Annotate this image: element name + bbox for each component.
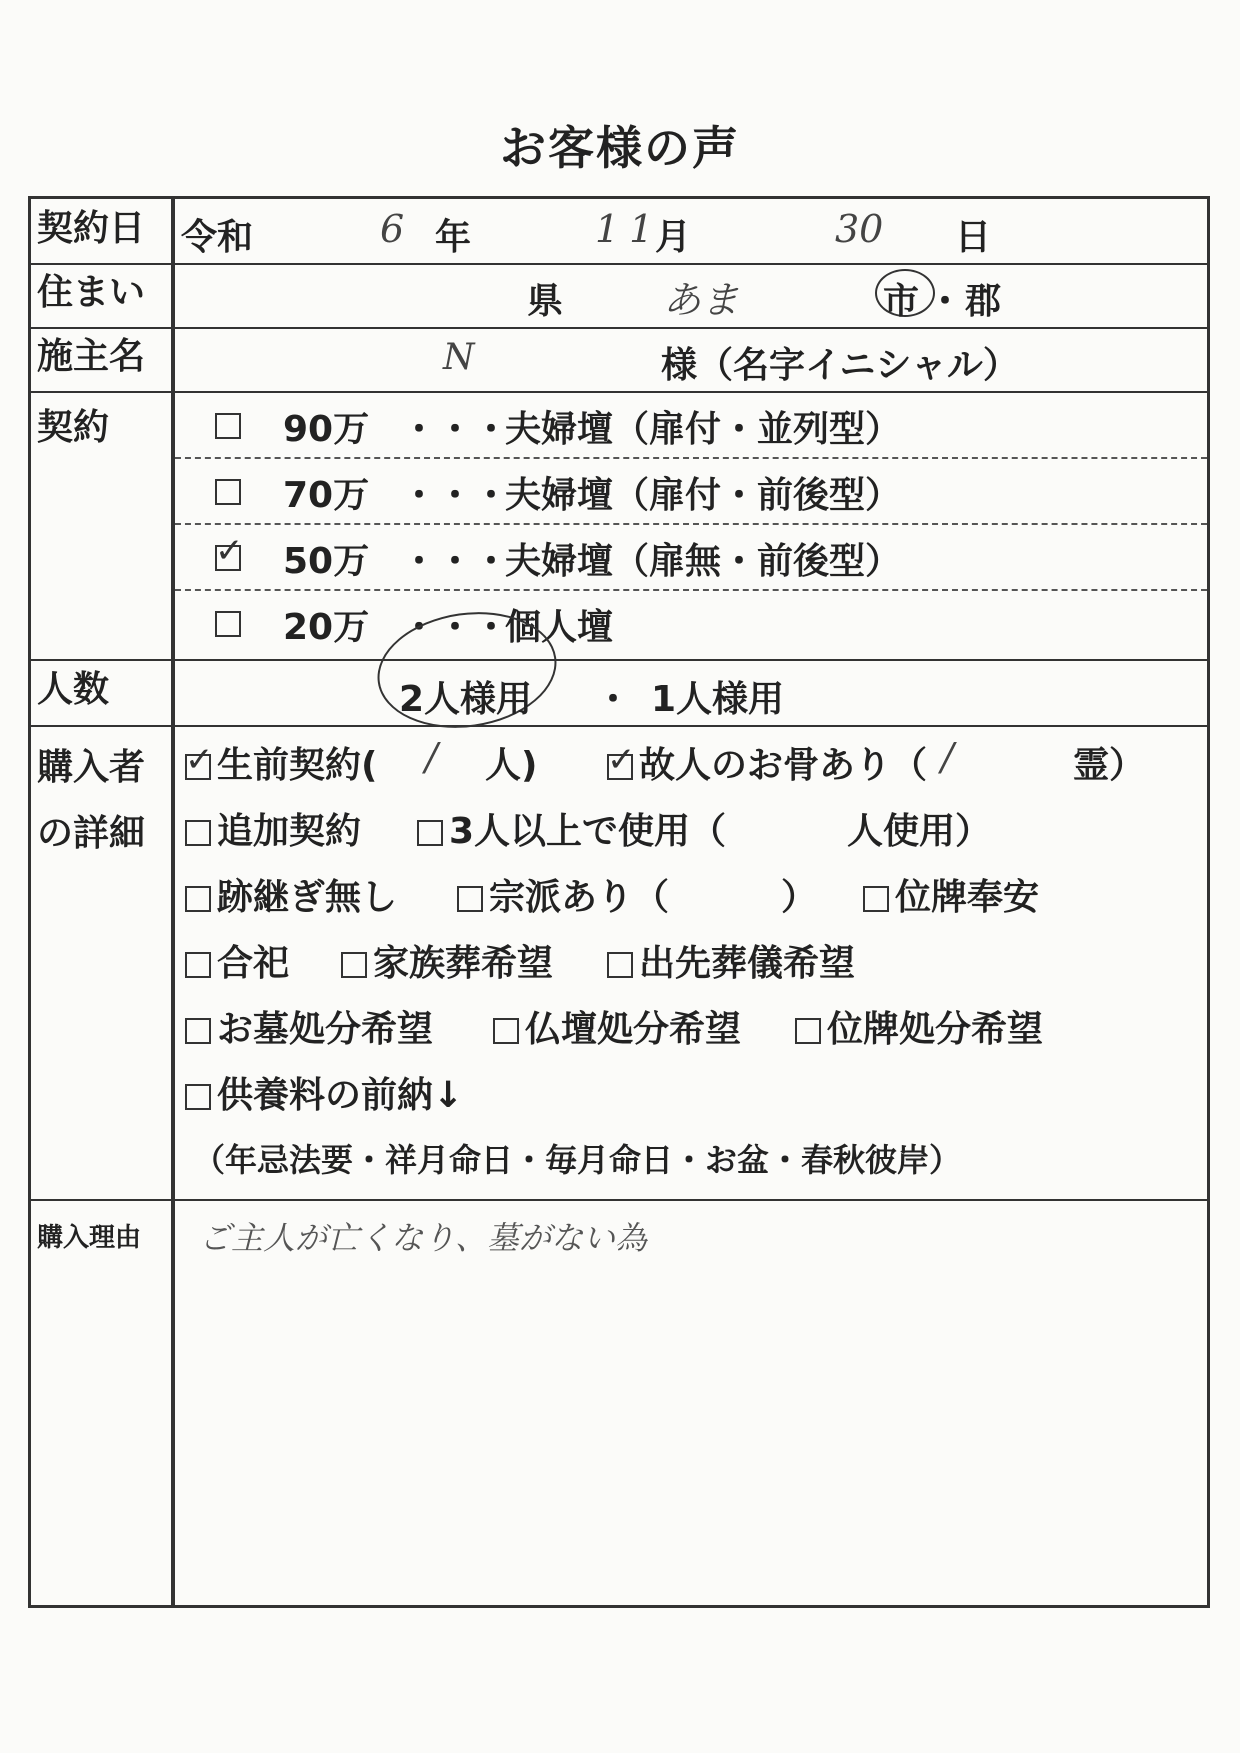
city-value[interactable]: あま <box>663 278 740 322</box>
year-unit: 年 <box>435 217 472 258</box>
no-successor-option[interactable]: 跡継ぎ無し <box>185 869 397 920</box>
residence-content <box>175 263 1207 327</box>
day-value[interactable]: 30 <box>835 207 884 251</box>
altar-disposal-option[interactable]: 仏壇処分希望 <box>493 1001 741 1052</box>
checkbox[interactable] <box>607 952 633 978</box>
family-funeral-option[interactable]: 家族葬希望 <box>341 935 553 986</box>
contract-date-label: 契約日 <box>31 199 175 263</box>
grave-disposal-option[interactable]: お墓処分希望 <box>185 1001 433 1052</box>
checkmark-icon: ✓ <box>185 740 214 780</box>
month-value[interactable]: 11 <box>595 207 664 251</box>
option-dots: ・・・ <box>401 475 510 516</box>
dashed-divider <box>175 589 1207 591</box>
option-desc: 夫婦壇（扉付・前後型） <box>505 475 902 516</box>
dashed-divider <box>175 457 1207 459</box>
option-price: 20万 <box>283 607 370 648</box>
people-row <box>31 659 1207 727</box>
page-title: お客様の声 <box>500 121 740 175</box>
owner-initial[interactable]: N <box>443 337 475 378</box>
remains-count[interactable]: / <box>941 735 954 779</box>
option-dots: ・・・ <box>401 409 510 450</box>
checkbox[interactable] <box>185 886 211 912</box>
checkmark-icon: ✓ <box>607 740 636 780</box>
contract-content <box>175 391 1207 659</box>
option-dots: ・・・ <box>401 607 510 648</box>
era-text: 令和 <box>181 217 254 258</box>
joint-burial-option[interactable]: 合祀 <box>185 935 289 986</box>
city-option[interactable]: 市 <box>883 281 920 322</box>
remains-unit: 霊） <box>1073 745 1146 786</box>
checkmark-icon: ✓ <box>215 531 244 571</box>
option-price: 70万 <box>283 475 370 516</box>
buyer-label-line1: 購入者 <box>37 747 146 788</box>
memorial-types-note: （年忌法要・祥月命日・毎月命日・お盆・春秋彼岸） <box>193 1141 962 1179</box>
county-option[interactable]: 郡 <box>965 281 1002 322</box>
checkbox[interactable] <box>341 952 367 978</box>
people-content <box>175 659 1207 725</box>
checkbox[interactable] <box>215 479 241 505</box>
option-price: 90万 <box>283 409 370 450</box>
checkbox[interactable] <box>417 820 443 846</box>
reason-row <box>31 1199 1207 1605</box>
people-option-1[interactable]: 1人様用 <box>651 679 785 720</box>
day-unit: 日 <box>955 217 992 258</box>
buyer-details-content <box>175 725 1207 1199</box>
checkbox[interactable] <box>215 413 241 439</box>
remains-option[interactable]: ✓ 故人のお骨あり（ <box>607 740 928 786</box>
checkbox-checked[interactable] <box>607 740 636 780</box>
owner-content <box>175 327 1207 391</box>
pre-need-unit: 人) <box>485 745 538 786</box>
reason-label: 購入理由 <box>31 1199 175 1605</box>
additional-contract-option[interactable]: 追加契約 <box>185 803 361 854</box>
checkbox-checked[interactable] <box>215 531 244 571</box>
contract-label: 契約 <box>31 391 175 659</box>
checkbox-checked[interactable] <box>185 740 214 780</box>
prepaid-memorial-option[interactable]: 供養料の前納↓ <box>185 1067 463 1118</box>
buyer-details-label <box>31 725 175 1199</box>
contract-date-content <box>175 199 1207 263</box>
people-separator: ・ <box>595 679 632 720</box>
dashed-divider <box>175 523 1207 525</box>
checkbox[interactable] <box>795 1018 821 1044</box>
buyer-details-row <box>31 725 1207 1201</box>
tablet-disposal-option[interactable]: 位牌処分希望 <box>795 1001 1043 1052</box>
residence-row <box>31 263 1207 329</box>
owner-label: 施主名 <box>31 327 175 391</box>
contract-row <box>31 391 1207 661</box>
residence-label: 住まい <box>31 263 175 327</box>
tablet-enshrine-option[interactable]: 位牌奉安 <box>863 869 1039 920</box>
people-option-2[interactable]: 2人様用 <box>399 679 533 720</box>
checkbox[interactable] <box>185 820 211 846</box>
pre-need-contract-option[interactable]: ✓ 生前契約( <box>185 740 378 786</box>
option-desc: 夫婦壇（扉付・並列型） <box>505 409 902 450</box>
checkbox[interactable] <box>493 1018 519 1044</box>
month-unit: 月 <box>655 217 692 258</box>
sect-close: ） <box>781 877 818 918</box>
checkbox[interactable] <box>215 611 241 637</box>
checkbox[interactable] <box>863 886 889 912</box>
three-plus-unit: 人使用） <box>847 811 992 852</box>
prefecture-suffix: 県 <box>527 281 564 322</box>
pre-need-count[interactable]: / <box>425 735 438 779</box>
owner-suffix: 様（名字イニシャル） <box>661 345 1019 386</box>
people-label: 人数 <box>31 659 175 725</box>
checkbox[interactable] <box>185 1018 211 1044</box>
option-dots: ・・・ <box>401 541 510 582</box>
buyer-label-line2: の詳細 <box>37 813 146 854</box>
customer-voice-form <box>28 196 1210 1608</box>
option-desc: 夫婦壇（扉無・前後型） <box>505 541 902 582</box>
three-plus-option[interactable]: 3人以上で使用（ <box>417 803 726 854</box>
option-desc: 個人壇 <box>505 607 614 648</box>
reason-content[interactable] <box>175 1199 1207 1605</box>
contract-date-row <box>31 199 1207 265</box>
owner-row <box>31 327 1207 393</box>
option-price: 50万 <box>283 541 370 582</box>
checkbox[interactable] <box>457 886 483 912</box>
offsite-funeral-option[interactable]: 出先葬儀希望 <box>607 935 855 986</box>
checkbox[interactable] <box>185 952 211 978</box>
reason-text[interactable]: ご主人が亡くなり、墓がない為 <box>199 1219 648 1257</box>
year-value[interactable]: 6 <box>380 207 405 251</box>
sect-option[interactable]: 宗派あり（ <box>457 869 669 920</box>
residence-separator: ・ <box>927 281 964 322</box>
checkbox[interactable] <box>185 1084 211 1110</box>
